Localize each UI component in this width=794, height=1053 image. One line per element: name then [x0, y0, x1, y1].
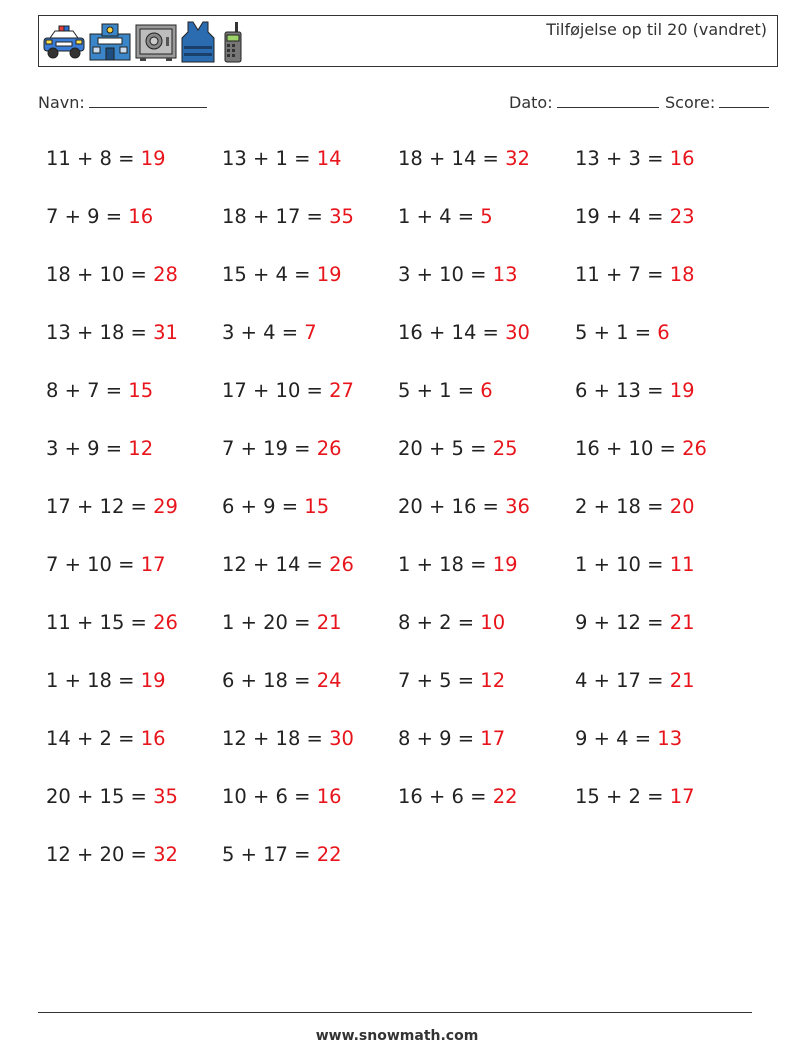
problem-item [575, 785, 695, 808]
problem-question: 6 + 13 = [575, 379, 670, 402]
problem-answer: 26 [682, 437, 707, 460]
bulletproof-vest-icon [180, 20, 216, 64]
problem-item [575, 553, 695, 576]
problem-item [46, 263, 178, 286]
problem-item [222, 321, 317, 344]
problem-item [46, 727, 166, 750]
problem-item [222, 727, 354, 750]
problem-item [222, 553, 354, 576]
problem-question: 11 + 7 = [575, 263, 670, 286]
name-field [38, 93, 207, 112]
problem-answer: 5 [480, 205, 493, 228]
problem-question: 1 + 10 = [575, 553, 670, 576]
problem-answer: 21 [669, 611, 695, 634]
problem-question: 1 + 20 = [222, 611, 317, 634]
worksheet-title: Tilføjelse op til 20 (vandret) [546, 20, 767, 39]
problem-answer: 31 [153, 321, 178, 344]
problem-item [398, 379, 493, 402]
problem-answer: 36 [505, 495, 530, 518]
name-line[interactable] [89, 93, 207, 108]
problem-item [398, 727, 505, 750]
problem-item [398, 263, 518, 286]
problem-item [46, 495, 178, 518]
problem-question: 20 + 16 = [398, 495, 506, 518]
problem-item [575, 437, 707, 460]
problem-question: 5 + 17 = [222, 843, 317, 866]
problem-item [222, 205, 354, 228]
problem-answer: 29 [153, 495, 178, 518]
problem-item [398, 437, 518, 460]
problem-question: 7 + 10 = [46, 553, 141, 576]
problem-answer: 12 [480, 669, 506, 692]
problem-item [575, 321, 670, 344]
problem-answer: 6 [480, 379, 493, 402]
problem-answer: 10 [480, 611, 506, 634]
problem-answer: 7 [304, 321, 317, 344]
problem-item [398, 205, 493, 228]
problem-question: 1 + 18 = [398, 553, 493, 576]
problem-answer: 11 [669, 553, 695, 576]
problem-question: 6 + 9 = [222, 495, 305, 518]
problem-answer: 13 [657, 727, 683, 750]
problem-answer: 35 [153, 785, 178, 808]
problem-answer: 23 [669, 205, 695, 228]
problem-item [575, 205, 695, 228]
problem-answer: 21 [669, 669, 695, 692]
problem-item [398, 321, 530, 344]
problem-answer: 22 [316, 843, 342, 866]
problem-answer: 14 [316, 147, 342, 170]
problem-answer: 19 [492, 553, 518, 576]
footer-url[interactable]: www.snowmath.com [315, 1028, 479, 1044]
problem-question: 12 + 18 = [222, 727, 330, 750]
problem-answer: 20 [669, 495, 695, 518]
problem-item [46, 437, 153, 460]
problem-question: 1 + 4 = [398, 205, 481, 228]
problem-answer: 18 [669, 263, 695, 286]
problem-question: 10 + 6 = [222, 785, 317, 808]
problem-question: 13 + 18 = [46, 321, 154, 344]
problem-question: 7 + 5 = [398, 669, 481, 692]
problem-question: 12 + 20 = [46, 843, 154, 866]
problem-question: 15 + 4 = [222, 263, 317, 286]
problem-answer: 19 [669, 379, 695, 402]
problem-question: 8 + 9 = [398, 727, 481, 750]
problem-answer: 21 [316, 611, 342, 634]
problem-question: 6 + 18 = [222, 669, 317, 692]
problem-answer: 17 [480, 727, 506, 750]
footer-divider [38, 1012, 752, 1013]
problem-item [575, 611, 695, 634]
problem-answer: 16 [669, 147, 695, 170]
problem-item [398, 669, 505, 692]
problem-item [222, 437, 342, 460]
problem-answer: 28 [153, 263, 178, 286]
problem-item [46, 785, 178, 808]
problem-item [575, 727, 682, 750]
problem-item [222, 147, 342, 170]
problem-question: 13 + 1 = [222, 147, 317, 170]
problem-item [222, 379, 354, 402]
problem-answer: 12 [128, 437, 154, 460]
problem-item [575, 147, 695, 170]
problem-answer: 19 [140, 147, 166, 170]
problem-question: 3 + 10 = [398, 263, 493, 286]
problem-answer: 30 [329, 727, 354, 750]
problem-answer: 25 [492, 437, 518, 460]
problem-question: 20 + 5 = [398, 437, 493, 460]
problem-question: 20 + 15 = [46, 785, 154, 808]
problem-answer: 6 [657, 321, 670, 344]
problem-item [46, 321, 178, 344]
score-line[interactable] [719, 93, 769, 108]
problem-answer: 16 [140, 727, 166, 750]
problem-answer: 17 [140, 553, 166, 576]
problem-question: 4 + 17 = [575, 669, 670, 692]
problem-item [398, 147, 530, 170]
problem-question: 16 + 10 = [575, 437, 683, 460]
problem-answer: 27 [329, 379, 354, 402]
problem-item [222, 263, 342, 286]
problem-item [222, 495, 329, 518]
worksheet-header [38, 15, 778, 67]
problem-question: 3 + 4 = [222, 321, 305, 344]
problem-item [46, 147, 166, 170]
problem-item [46, 843, 178, 866]
problem-question: 17 + 12 = [46, 495, 154, 518]
problem-item [398, 785, 518, 808]
problem-item [398, 611, 505, 634]
problem-item [398, 553, 518, 576]
problem-answer: 15 [304, 495, 330, 518]
problem-question: 8 + 7 = [46, 379, 129, 402]
problem-answer: 22 [492, 785, 518, 808]
radio-icon [218, 20, 248, 64]
name-label: Navn: [38, 93, 85, 112]
problem-item [575, 669, 695, 692]
problem-answer: 24 [316, 669, 342, 692]
problem-question: 3 + 9 = [46, 437, 129, 460]
problem-answer: 26 [153, 611, 178, 634]
problem-item [222, 843, 342, 866]
problem-answer: 13 [492, 263, 518, 286]
problem-question: 13 + 3 = [575, 147, 670, 170]
problem-question: 1 + 18 = [46, 669, 141, 692]
problem-question: 5 + 1 = [575, 321, 658, 344]
problem-question: 9 + 4 = [575, 727, 658, 750]
problem-question: 14 + 2 = [46, 727, 141, 750]
problem-question: 18 + 14 = [398, 147, 506, 170]
problem-answer: 16 [316, 785, 342, 808]
problem-question: 18 + 10 = [46, 263, 154, 286]
score-label: Score: [665, 93, 716, 112]
date-field [509, 93, 659, 112]
problem-answer: 30 [505, 321, 530, 344]
safe-icon [134, 22, 178, 62]
problem-answer: 32 [505, 147, 530, 170]
problem-answer: 26 [329, 553, 354, 576]
score-field [665, 93, 769, 112]
problem-question: 15 + 2 = [575, 785, 670, 808]
problem-question: 18 + 17 = [222, 205, 330, 228]
problem-item [222, 669, 342, 692]
problem-item [222, 611, 342, 634]
problem-answer: 16 [128, 205, 154, 228]
problem-question: 16 + 14 = [398, 321, 506, 344]
problem-answer: 15 [128, 379, 154, 402]
problem-answer: 32 [153, 843, 178, 866]
problem-answer: 19 [140, 669, 166, 692]
date-label: Dato: [509, 93, 553, 112]
problem-answer: 17 [669, 785, 695, 808]
problem-answer: 19 [316, 263, 342, 286]
problem-item [46, 553, 166, 576]
problem-question: 17 + 10 = [222, 379, 330, 402]
problem-item [46, 611, 178, 634]
problem-question: 5 + 1 = [398, 379, 481, 402]
police-car-icon [42, 22, 86, 62]
problem-question: 19 + 4 = [575, 205, 670, 228]
problem-question: 11 + 8 = [46, 147, 141, 170]
problem-item [575, 495, 695, 518]
problem-question: 11 + 15 = [46, 611, 154, 634]
date-line[interactable] [557, 93, 659, 108]
problem-question: 7 + 9 = [46, 205, 129, 228]
problem-item [398, 495, 530, 518]
problem-question: 7 + 19 = [222, 437, 317, 460]
police-station-icon [88, 22, 132, 62]
problem-question: 8 + 2 = [398, 611, 481, 634]
problem-item [575, 379, 695, 402]
problem-item [46, 379, 153, 402]
problem-answer: 26 [316, 437, 342, 460]
problem-item [575, 263, 695, 286]
problem-question: 12 + 14 = [222, 553, 330, 576]
problem-item [46, 205, 153, 228]
problem-question: 16 + 6 = [398, 785, 493, 808]
problem-item [46, 669, 166, 692]
problem-question: 2 + 18 = [575, 495, 670, 518]
problem-answer: 35 [329, 205, 354, 228]
problem-question: 9 + 12 = [575, 611, 670, 634]
problem-item [222, 785, 342, 808]
header-icons [42, 19, 248, 65]
